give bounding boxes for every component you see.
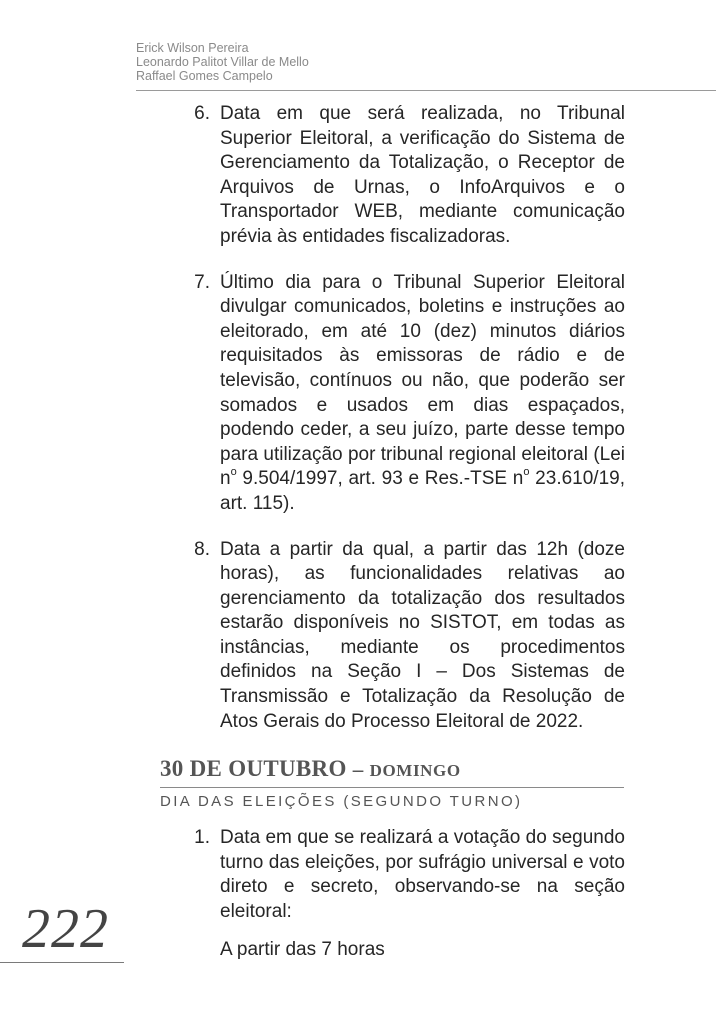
header-rule — [136, 90, 716, 91]
item-text — [220, 272, 625, 514]
continuation-text: A partir das 7 horas — [220, 939, 385, 960]
section-weekday: DOMINGO — [369, 761, 461, 780]
list-item-7 — [160, 271, 625, 517]
item-text-part: 9.504/1997, art. 93 e Res.-TSE n — [236, 468, 524, 490]
item-text-part: Último dia para o Tribunal Superior Eleitoral divulgar comunicados, boletins e instruções ao eleitorado, em até 10 (dez) minutos diários requisitados às emissoras de rádio e de televisão, contínuos ou não, que poderão ser somados e usados em dias espaçados, podendo ceder, a seu juízo, parte desse tempo para utilização por tribunal regional eleitoral (Lei n — [220, 271, 625, 490]
ordinal-superscript: o — [523, 466, 530, 479]
item-text: Data em que será realizada, no Tribunal Superior Eleitoral, a verificação do Sistema de Gerenciamento da Totalização, o Receptor de Arquivos de Urnas, o InfoArquivos e o Transportador WEB, mediante comunicação prévia às entidades fiscalizadoras. — [220, 103, 625, 247]
item-text: Data em que se realizará a votação do segundo turno das eleições, por sufrágio universal e voto direto e secreto, observando-se na seção eleitoral: — [220, 827, 625, 922]
list-item-1 — [160, 826, 625, 924]
item-number: 6. — [194, 103, 210, 124]
item-number: 1. — [194, 827, 210, 848]
numbered-list — [160, 102, 625, 734]
section-rule — [160, 787, 624, 788]
item-number: 7. — [194, 271, 210, 293]
page-number: 222 — [22, 898, 109, 960]
page-number-rule — [0, 962, 124, 963]
item-text: Data a partir da qual, a partir das 12h (doze horas), as funcionalidades relativas ao gerenciamento da totalização dos resultados estarão disponíveis no SISTOT, em todas as instâncias, mediante os procedimentos definidos na Seção I – Dos Sistemas de Transmissão e Totalização da Resolução de Atos Gerais do Processo Eleitoral de 2022. — [220, 538, 625, 732]
section-heading — [160, 756, 461, 782]
author-line-2: Leonardo Palitot Villar de Mello — [136, 55, 309, 69]
author-line-3: Raffael Gomes Campelo — [136, 69, 273, 83]
list-item-8 — [160, 538, 625, 735]
section-date: 30 DE OUTUBRO — [160, 756, 347, 781]
item-number: 8. — [194, 538, 210, 560]
author-line-1: Erick Wilson Pereira — [136, 41, 249, 55]
ordinal-superscript: o — [230, 466, 237, 479]
section-dash: – — [352, 757, 364, 781]
list-item-6 — [160, 102, 625, 250]
section-subtitle: DIA DAS ELEIÇÕES (SEGUNDO TURNO) — [160, 793, 523, 810]
running-header — [136, 41, 309, 83]
item-text-part: 23.610/19, art. 115). — [220, 468, 625, 514]
numbered-list-section — [160, 826, 625, 924]
